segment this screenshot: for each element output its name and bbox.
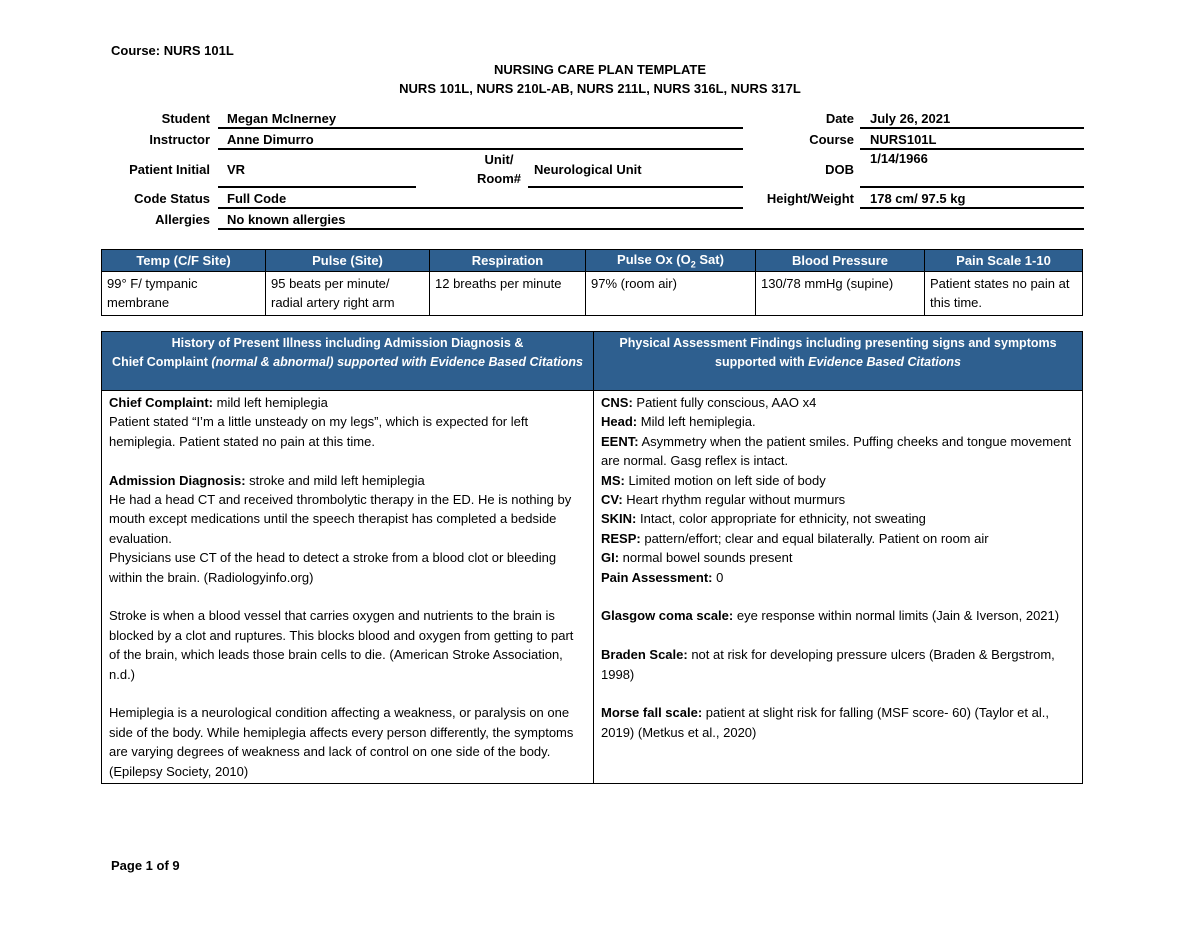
blood-pressure-header: Blood Pressure bbox=[756, 250, 925, 272]
respiration-header: Respiration bbox=[430, 250, 586, 272]
morse-text: patient at slight risk for falling (MSF score- 60) (Taylor et al., 2019) (Metkus et al., 2020) bbox=[601, 705, 1049, 740]
chief-complaint-label: Chief Complaint: bbox=[109, 395, 213, 410]
morse-fall-scale bbox=[601, 703, 1076, 742]
chief-complaint-text: Patient stated “I’m a little unsteady on my legs”, which is expected for left hemiplegia. Patient stated no pain at this time. bbox=[109, 414, 529, 449]
dob-underline bbox=[860, 186, 1084, 188]
assessment-cell bbox=[594, 391, 1083, 784]
instructor-value: Anne Dimurro bbox=[227, 132, 314, 147]
date-label: Date bbox=[825, 111, 854, 126]
braden-label: Braden Scale: bbox=[601, 647, 688, 663]
vitals-value-row bbox=[102, 272, 1083, 316]
allergies-value: No known allergies bbox=[227, 212, 346, 227]
pain-scale-value: Patient states no pain at this time. bbox=[925, 272, 1083, 316]
patient-initial-underline bbox=[218, 186, 416, 188]
assessment-item-label: EENT: bbox=[601, 433, 639, 449]
student-label: Student bbox=[161, 111, 210, 126]
assessment-item-text: Asymmetry when the patient smiles. Puffing cheeks and tongue movement are normal. Gasg reflex is intact. bbox=[601, 433, 1072, 469]
main-content-row bbox=[102, 391, 1083, 784]
assessment-item-label: CNS: bbox=[601, 395, 633, 410]
page-title: NURSING CARE PLAN TEMPLATE bbox=[493, 62, 707, 77]
course-underline bbox=[860, 148, 1084, 150]
vitals-table bbox=[101, 249, 1083, 316]
height-weight-value: 178 cm/ 97.5 kg bbox=[870, 191, 966, 206]
main-header-row bbox=[102, 332, 1083, 391]
pulse-ox-header bbox=[586, 250, 756, 272]
student-value: Megan McInerney bbox=[227, 111, 337, 126]
assessment-item bbox=[601, 509, 1076, 528]
assessment-item bbox=[601, 490, 1076, 509]
glasgow-label: Glasgow coma scale: bbox=[601, 608, 734, 624]
vitals-header-row bbox=[102, 250, 1083, 272]
patient-initial-value: VR bbox=[227, 162, 246, 177]
assessment-item-text: 0 bbox=[712, 569, 724, 585]
page-number: Page 1 of 9 bbox=[111, 858, 180, 873]
date-underline bbox=[860, 127, 1084, 129]
admission-text-2: Physicians use CT of the head to detect a stroke from a blood clot or bleeding within the brain. (Radiologyinfo.org) bbox=[109, 550, 557, 585]
history-header-line1: History of Present Illness including Admission Diagnosis & bbox=[171, 336, 524, 350]
code-status-value: Full Code bbox=[227, 191, 287, 206]
assessment-header-line2b: Evidence Based Citations bbox=[808, 355, 961, 369]
height-weight-label: Height/Weight bbox=[766, 191, 854, 206]
assessment-item-text: Mild left hemiplegia. bbox=[637, 414, 756, 430]
unit-value: Neurological Unit bbox=[534, 162, 642, 177]
assessment-header-line1: Physical Assessment Findings including presenting signs and symptoms bbox=[619, 336, 1057, 350]
pulse-ox-value: 97% (room air) bbox=[586, 272, 756, 316]
assessment-item-text: Heart rhythm regular without murmurs bbox=[622, 492, 846, 508]
page-subtitle: NURS 101L, NURS 210L-AB, NURS 211L, NURS 316L, NURS 317L bbox=[399, 81, 801, 96]
code-status-label: Code Status bbox=[134, 191, 210, 206]
glasgow-scale bbox=[601, 606, 1076, 625]
chief-complaint bbox=[109, 393, 587, 412]
history-header bbox=[102, 332, 594, 391]
assessment-item-label: GI: bbox=[601, 550, 620, 566]
unit-underline bbox=[528, 186, 743, 188]
admission-text-1: He had a head CT and received thrombolytic therapy in the ED. He is nothing by mouth except medications until the speech therapist has completed a bedside evaluation. bbox=[109, 492, 572, 546]
pain-scale-header: Pain Scale 1-10 bbox=[925, 250, 1083, 272]
assessment-item bbox=[601, 412, 1076, 431]
pulse-ox-header-end: Sat) bbox=[695, 251, 724, 267]
admission-diagnosis-label: Admission Diagnosis: bbox=[109, 472, 246, 488]
assessment-item-text: pattern/effort; clear and equal bilaterally. Patient on room air bbox=[640, 530, 989, 546]
hemiplegia-text: Hemiplegia is a neurological condition affecting a weakness, or paralysis on one side of the body. While hemiplegia affects every person differently, the symptoms are varying degrees of weakness and lack of control on one side of the body. (Epilepsy Society, 2010) bbox=[109, 705, 574, 779]
assessment-item-label: RESP: bbox=[601, 530, 641, 546]
assessment-item-text: normal bowel sounds present bbox=[619, 550, 793, 566]
history-header-line2a: Chief Complaint bbox=[112, 355, 212, 369]
height-weight-underline bbox=[860, 207, 1084, 209]
assessment-item-label: MS: bbox=[601, 472, 625, 488]
assessment-items bbox=[601, 393, 1076, 587]
history-cell bbox=[102, 391, 594, 784]
assessment-item-label: CV: bbox=[601, 492, 623, 508]
instructor-label: Instructor bbox=[149, 132, 210, 147]
course-label: Course bbox=[809, 132, 854, 147]
patient-initial-label: Patient Initial bbox=[129, 162, 210, 177]
assessment-item bbox=[601, 432, 1076, 471]
pulse-ox-header-subscript: 2 bbox=[690, 259, 696, 270]
pulse-ox-header-text: Pulse Ox (O bbox=[617, 251, 691, 267]
pulse-header: Pulse (Site) bbox=[266, 250, 430, 272]
assessment-item bbox=[601, 568, 1076, 587]
admission-diagnosis bbox=[109, 471, 587, 490]
assessment-item bbox=[601, 471, 1076, 490]
assessment-item bbox=[601, 548, 1076, 567]
assessment-item-text: Patient fully conscious, AAO x4 bbox=[632, 395, 817, 410]
course-value: NURS101L bbox=[870, 132, 937, 147]
history-assessment-table bbox=[101, 331, 1083, 784]
braden-text: not at risk for developing pressure ulcers (Braden & Bergstrom, 1998) bbox=[601, 647, 1055, 682]
braden-scale bbox=[601, 645, 1076, 684]
student-underline bbox=[218, 127, 743, 129]
assessment-header-line2a: supported with bbox=[715, 355, 809, 369]
assessment-item bbox=[601, 529, 1076, 548]
glasgow-text: eye response within normal limits (Jain & Iverson, 2021) bbox=[733, 608, 1060, 624]
instructor-underline bbox=[218, 148, 743, 150]
pulse-value: 95 beats per minute/ radial artery right arm bbox=[266, 272, 430, 316]
temp-value: 99° F/ tympanic membrane bbox=[102, 272, 266, 316]
assessment-item-label: Head: bbox=[601, 414, 638, 430]
assessment-item bbox=[601, 393, 1076, 412]
assessment-item-label: Pain Assessment: bbox=[601, 569, 713, 585]
assessment-item-text: Intact, color appropriate for ethnicity, not sweating bbox=[636, 511, 926, 527]
assessment-item-label: SKIN: bbox=[601, 511, 637, 527]
dob-label: DOB bbox=[825, 162, 854, 177]
blood-pressure-value: 130/78 mmHg (supine) bbox=[756, 272, 925, 316]
respiration-value: 12 breaths per minute bbox=[430, 272, 586, 316]
unit-label-line1: Unit/ bbox=[484, 152, 514, 167]
allergies-label: Allergies bbox=[155, 212, 210, 227]
temp-header: Temp (C/F Site) bbox=[102, 250, 266, 272]
unit-label-line2: Room# bbox=[476, 171, 522, 186]
morse-label: Morse fall scale: bbox=[601, 705, 703, 721]
history-header-line2b: (normal & abnormal) supported with Evidence Based Citations bbox=[211, 355, 583, 369]
dob-value: 1/14/1966 bbox=[870, 151, 928, 166]
stroke-text: Stroke is when a blood vessel that carries oxygen and nutrients to the brain is blocked by a clot and ruptures. This blocks blood and oxygen from getting to part of the brain, which leads those brain cells to die. (American Stroke Association, n.d.) bbox=[109, 608, 574, 682]
code-status-underline bbox=[218, 207, 743, 209]
date-value: July 26, 2021 bbox=[870, 111, 951, 126]
course-header: Course: NURS 101L bbox=[111, 43, 234, 58]
assessment-item-text: Limited motion on left side of body bbox=[624, 472, 826, 488]
chief-complaint-value: mild left hemiplegia bbox=[213, 395, 328, 410]
allergies-underline bbox=[218, 228, 1084, 230]
admission-diagnosis-value: stroke and mild left hemiplegia bbox=[245, 472, 425, 488]
assessment-header bbox=[594, 332, 1083, 391]
